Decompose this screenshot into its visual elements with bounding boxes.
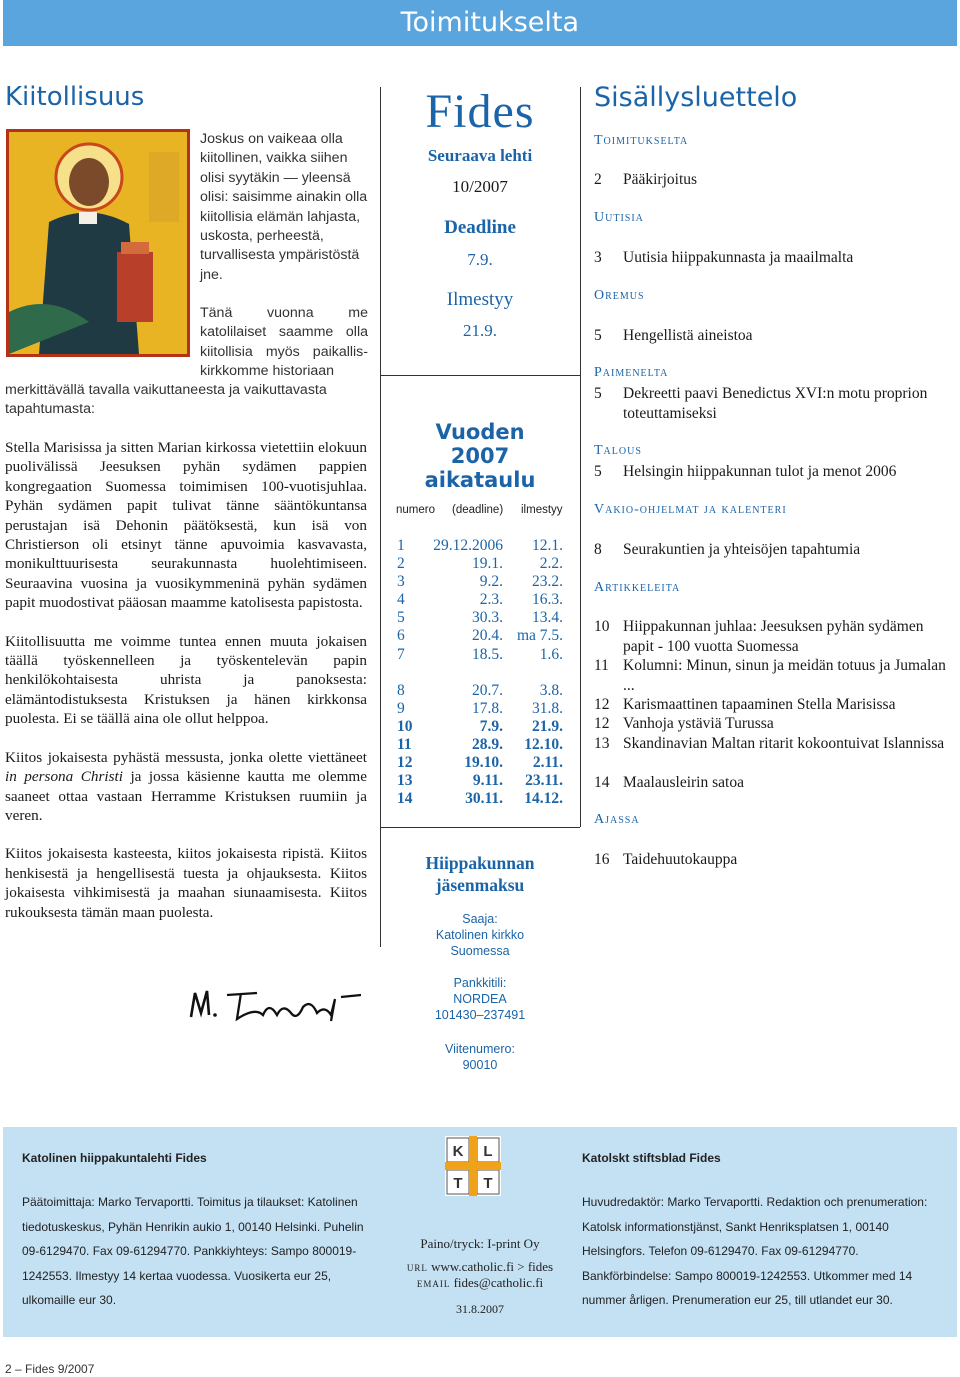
deadline-label: Deadline xyxy=(444,217,516,238)
imprint-title-sv: Katolskt stiftsblad Fides xyxy=(582,1151,721,1165)
schedule-col-ilmestyy: ilmestyy xyxy=(521,504,563,516)
schedule-col-deadline: (deadline) xyxy=(452,504,504,516)
intro-paragraph-3: merkittävällä tavalla vaikuttaneesta ja vaikuttavasta tapahtumasta: xyxy=(5,382,327,418)
schedule-row: 7 18.5. 1.6. xyxy=(397,645,563,663)
toc-section: Toimitukselta xyxy=(594,133,689,148)
magazine-title: Fides xyxy=(425,85,535,138)
recipient-line-1: Katolinen kirkko xyxy=(435,928,525,942)
logo-letter: T xyxy=(453,1175,463,1192)
schedule-title-line-1: Vuoden xyxy=(435,420,525,444)
intro-paragraph-1: Joskus on vaikeaa olla kiitollinen, vaikka siihen olisi syytäkin — yleensä olisi: saisimme ainakin olla kiitollisia elämän lahjasta, uskosta, perheestä, turvallisesta ympäristöstä jne. xyxy=(200,131,368,283)
schedule-title-line-3: aikataulu xyxy=(424,468,536,492)
header-banner xyxy=(3,0,957,46)
reference-label: Viitenumero: xyxy=(445,1042,515,1056)
bank-name: NORDEA xyxy=(453,992,507,1006)
schedule-row: 13 9.11. 23.11. xyxy=(397,772,563,790)
toc-section: Vakio-ohjelmat ja kalenteri xyxy=(594,502,787,517)
toc-section: Artikkeleita xyxy=(594,580,681,595)
schedule-row: 3 9.2. 23.2. xyxy=(397,573,563,591)
next-issue-label: Seuraava lehti xyxy=(427,146,533,165)
schedule-row: 9 17.8. 31.8. xyxy=(397,699,563,717)
logo-letter: T xyxy=(483,1175,493,1192)
body-paragraph: Stella Marisissa ja sitten Marian kirkossa vietettiin elokuun puolivälissä Jeesuksen pyhän sydämen pappien kongregaation Suomessa toimimisen 100-vuotisjuhlaa. Pyhän sydämen papit tulivat tänne sääntökuntansa perustajan isä Dehonin päätöksestä, kun isä von Christierson oli etsinyt tänne apuvoimia kasvavasta, monikulttuurisesta seurakunnasta huolehtimiseen. Seuraavina vuosina ja vuosikymmeninä pyhän sydämen papit muodostivat pääosan maamme katolisesta papistosta. xyxy=(5,439,367,612)
column-divider xyxy=(380,87,381,947)
schedule-row: 2 19.1. 2.2. xyxy=(397,555,563,573)
imprint-text-sv: Huvudredaktör: Marko Tervaportti. Redaktion och prenumeration: Katolsk informationstjänst, Sankt Henriksplatsen 1, 00140 Helsingfors. Telefon 09-6129470. Fax 09-61294770. Bankförbindelse: Sampo 800019-1242553. Utkommer med 14 nummer årligen. Prenumeration eur 25, till utlandet eur 30. xyxy=(582,1195,928,1307)
printer-info: Paino/tryck: I-print Oy xyxy=(420,1236,540,1251)
body-paragraph: Kiitollisuutta me voimme tuntea ennen muuta jokaisen täällä työskennelleen ja työskentelevän papin henkilökohtaisesta uhrista ja panoksesta: elämäntodistuksesta Kristuksen ja hänen kirkkonsa puolesta. Ei se täällä aina ole ollut helppoa. xyxy=(5,632,367,728)
body-paragraph: Kiitos jokaisesta kasteesta, kiitos jokaisesta ripistä. Kiitos henkisestä ja hengellisestä tuesta ja ohjauksesta. Kiitos jokaisesta vihkimisestä ja maahan siunaamisesta. Kiitos rukouksesta tämän maan puolesta. xyxy=(5,845,367,921)
bank-account: 101430–237491 xyxy=(434,1008,526,1022)
url-line[interactable]: url www.catholic.fi > fides xyxy=(406,1259,554,1274)
schedule-col-numero: numero xyxy=(396,504,435,516)
schedule-row: 8 20.7. 3.8. xyxy=(397,681,563,699)
imprint-text-fi: Päätoimittaja: Marko Tervaportti. Toimitus ja tilaukset: Katolinen tiedotuskeskus, Pyhän Henrikin aukio 1, 00140 Helsinki. Puhelin 09-6129470. Fax 09-61294770. Pankkiyhteys: Sampo 800019-1242553. Ilmestyy 14 kertaa vuodessa. Vuosikerta eur 25, ulkomaille eur 30. xyxy=(22,1195,364,1307)
logo-letter: L xyxy=(483,1143,493,1160)
body-paragraph: Kiitos jokaisesta pyhästä messusta, jonka olette viettäneet in persona Christi ja jossa käsienne kautta me olemme saaneet ottaa vastaan Herramme Kristuksen ruumiin ja veren. xyxy=(5,748,367,824)
column-divider xyxy=(580,87,581,827)
next-issue-value: 10/2007 xyxy=(452,177,508,196)
toc-section: Uutisia xyxy=(594,210,644,225)
editorial-heading: Kiitollisuus xyxy=(5,82,145,112)
toc-section: Ajassa xyxy=(594,812,640,827)
section-title: Toimitukselta xyxy=(400,7,579,38)
imprint-title-fi: Katolinen hiippakuntalehti Fides xyxy=(22,1151,207,1165)
membership-fee-title-1: Hiippakunnan xyxy=(425,853,535,873)
schedule-row: 1 29.12.2006 12.1. xyxy=(397,537,563,554)
section-divider xyxy=(380,375,580,376)
schedule-row: 5 30.3. 13.4. xyxy=(397,609,563,627)
membership-fee-title-2: jäsenmaksu xyxy=(435,875,525,895)
handwritten-signature xyxy=(185,985,367,1027)
editorial-body xyxy=(5,438,367,941)
toc-section: Oremus xyxy=(594,288,645,303)
toc-section: Talous xyxy=(594,443,642,458)
reference-number: 90010 xyxy=(462,1058,498,1072)
schedule-row: 6 20.4. ma 7.5. xyxy=(397,627,563,645)
toc-section: Paimenelta xyxy=(594,365,669,380)
schedule-row-current: 10 7.9. 21.9. xyxy=(397,717,563,735)
schedule-row: 14 30.11. 14.12. xyxy=(397,790,563,808)
intro-paragraph-2: Tänä vuonna me katolilaiset saamme olla kiitollisia myös paikallis- kirkkomme historiaan xyxy=(200,305,368,380)
email-line[interactable]: email fides@catholic.fi xyxy=(416,1275,544,1290)
icon-painting-image xyxy=(6,129,190,357)
issue-date: 31.8.2007 xyxy=(456,1302,504,1316)
section-divider xyxy=(380,827,580,828)
page-number: 2 – Fides 9/2007 xyxy=(5,1362,95,1376)
publish-value: 21.9. xyxy=(463,321,497,340)
recipient-line-2: Suomessa xyxy=(450,944,510,958)
catholic-logo xyxy=(445,1136,501,1196)
bank-label: Pankkitili: xyxy=(453,976,507,990)
deadline-value: 7.9. xyxy=(467,250,493,269)
schedule-row: 11 28.9. 12.10. xyxy=(397,735,563,753)
publish-label: Ilmestyy xyxy=(446,289,514,310)
latin-phrase: in persona Christi xyxy=(5,768,123,786)
toc-title: Sisällysluettelo xyxy=(594,82,798,113)
schedule-row: 12 19.10. 2.11. xyxy=(397,754,563,772)
schedule-row: 4 2.3. 16.3. xyxy=(397,591,563,609)
logo-letter: K xyxy=(452,1143,464,1160)
schedule-title-line-2: 2007 xyxy=(450,444,510,468)
recipient-label: Saaja: xyxy=(462,912,498,926)
schedule-table xyxy=(397,537,567,808)
